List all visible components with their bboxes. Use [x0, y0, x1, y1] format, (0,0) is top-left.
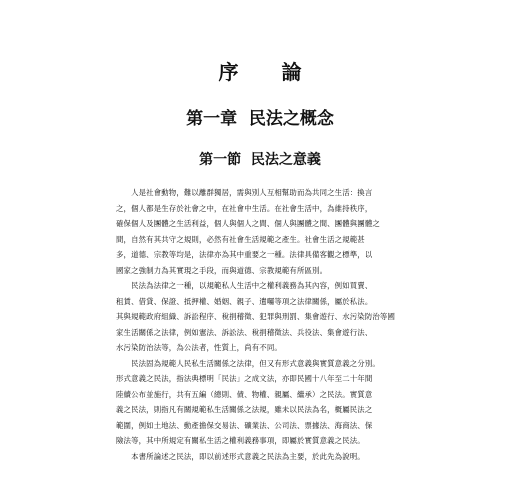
text-line: 其與規範政府組織、訴訟程序、稅捐稽徵、犯罪與刑罰、集會遊行、水污染防治等國 [116, 312, 396, 321]
body-text [116, 185, 396, 464]
text-line: 陸續公布並施行，共有五編（總則、債、物權、親屬、繼承）之民法。實質意 [116, 389, 373, 399]
text-line: 形式意義之民法，指法典標明「民法」之成文法，亦即民國十八年至二十年間 [116, 374, 373, 383]
text-line: 險法等，其中所規定有關私生活之權利義務事項，即屬於實質意義之民法。 [116, 436, 365, 445]
text-line: 義之民法，則指凡有關規範私生活關係之法規，雖未以民法為名，概屬民法之 [116, 405, 373, 414]
text-line: 水污染防治法等，為公法者，性質上，尚有不同。 [116, 343, 282, 352]
text-line: 多，道德、宗教等均是，法律亦為其中重要之一種。法律具備客觀之標準，以 [116, 250, 373, 259]
text-line: 之，個人都是生存於社會之中，在社會中生活。在社會生活中，為維持秩序， [116, 203, 373, 213]
text-line: 民法固為規範人民私生活關係之法律，但又有形式意義與實質意義之分別。 [116, 358, 380, 368]
preface-title: 序 論 [218, 60, 320, 84]
text-line: 國家之強制力為其實現之手段，而與道德、宗教規範有所區別。 [116, 265, 328, 275]
text-line: 確保個人及團體之生活利益，個人與個人之間、個人與團體之間、團體與團體之 [116, 219, 380, 228]
text-line: 家生活關係之法律，例如憲法、訴訟法、稅捐稽徵法、兵役法、集會遊行法、 [116, 327, 373, 337]
section-heading: 第一節 民法之意義 [199, 152, 321, 168]
text-line: 範圍，例如土地法、動產擔保交易法、礦業法、公司法、票據法、海商法、保 [116, 420, 373, 430]
text-line: 間，自然有其共守之規則，必然有社會生活規範之產生。社會生活之規範甚 [116, 234, 365, 244]
text-line: 民法為法律之一種，以規範私人生活中之權利義務為其內容，例如買賣、 [116, 281, 373, 290]
text-line: 本書所論述之民法，即以前述形式意義之民法為主要，於此先為說明。 [116, 451, 365, 461]
text-line: 人是社會動物，難以離群獨居，需與別人互相幫助而為共同之生活：換言 [116, 188, 373, 197]
text-line: 租賃、借貸、保證、抵押權、婚姻、親子、遺囑等項之法律關係，屬於私法。 [116, 296, 373, 306]
chapter-heading: 第一章 民法之概念 [186, 109, 334, 129]
